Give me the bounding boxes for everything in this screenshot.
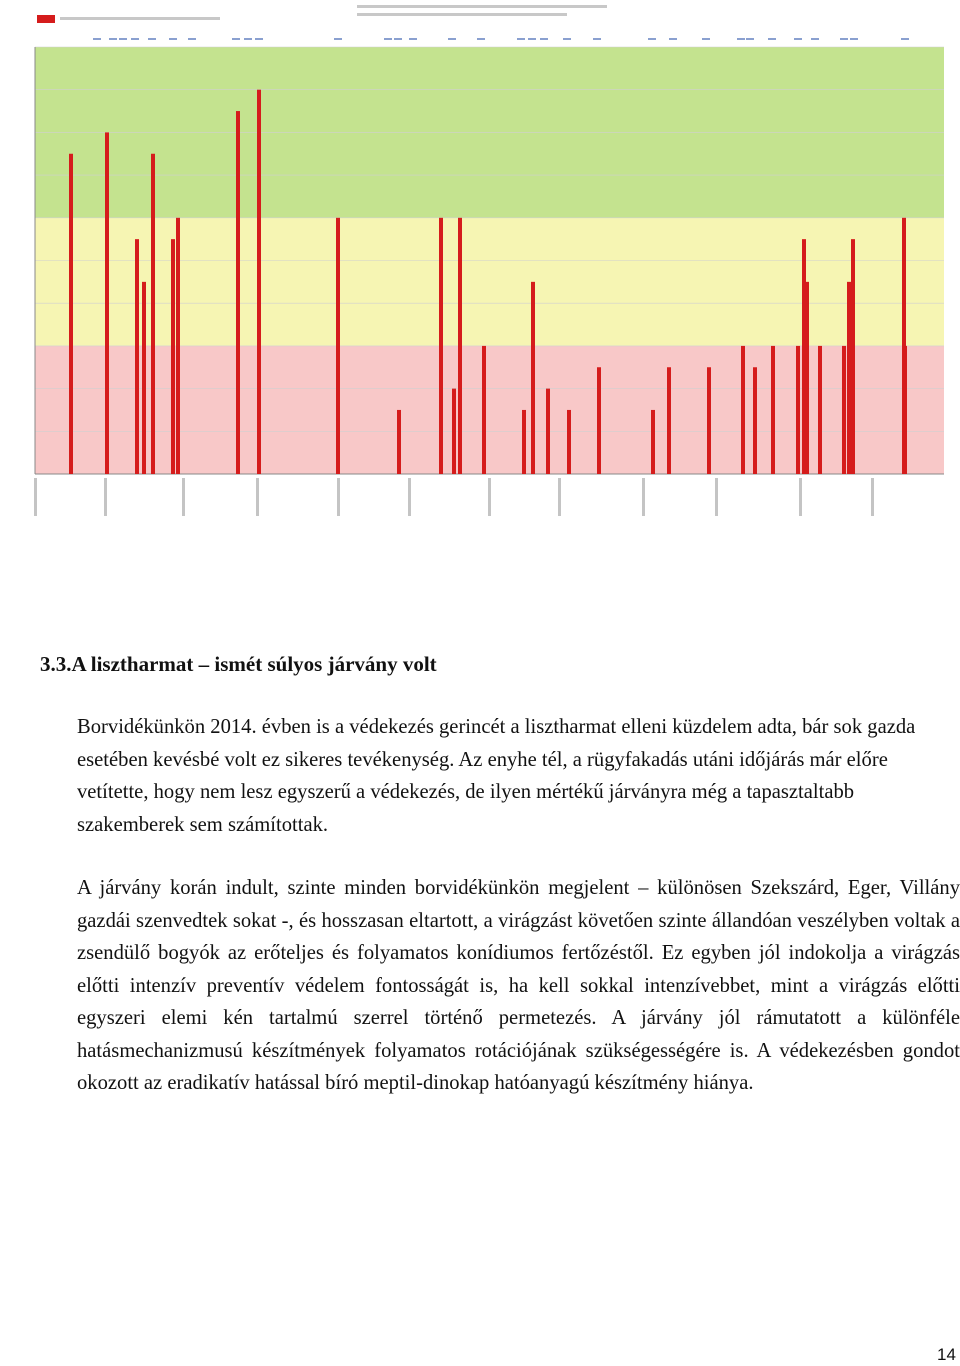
x-tick-label-placeholder	[104, 478, 107, 516]
bar	[482, 346, 486, 474]
bar	[151, 154, 155, 474]
bar	[142, 282, 146, 474]
chart-header-placeholder	[357, 5, 607, 8]
top-marker	[593, 38, 601, 40]
legend-swatch	[37, 15, 55, 23]
x-tick-label-placeholder	[871, 478, 874, 516]
bar	[522, 410, 526, 474]
lisztharmat-chart	[0, 0, 960, 530]
top-marker	[477, 38, 485, 40]
top-marker	[169, 38, 177, 40]
x-tick-label-placeholder	[182, 478, 185, 516]
top-marker	[448, 38, 456, 40]
bar	[531, 282, 535, 474]
x-tick-label-placeholder	[715, 478, 718, 516]
x-tick-label-placeholder	[256, 478, 259, 516]
x-tick-label-placeholder	[34, 478, 37, 516]
top-marker	[528, 38, 536, 40]
bar	[667, 367, 671, 474]
top-marker	[148, 38, 156, 40]
x-tick-label-placeholder	[337, 478, 340, 516]
x-tick-label-placeholder	[488, 478, 491, 516]
top-marker	[255, 38, 263, 40]
bar	[805, 282, 809, 474]
bar	[439, 218, 443, 474]
top-marker	[109, 38, 117, 40]
legend-text-placeholder	[60, 17, 220, 20]
bar	[176, 218, 180, 474]
top-marker	[563, 38, 571, 40]
bar	[135, 239, 139, 474]
bar	[336, 218, 340, 474]
x-tick-label-placeholder	[642, 478, 645, 516]
top-marker	[794, 38, 802, 40]
bar	[597, 367, 601, 474]
top-marker	[93, 38, 101, 40]
bar	[847, 282, 851, 474]
top-marker	[394, 38, 402, 40]
bar	[69, 154, 73, 474]
top-marker	[811, 38, 819, 40]
top-marker	[119, 38, 127, 40]
bar	[741, 346, 745, 474]
bar	[567, 410, 571, 474]
section-title: 3.3.A lisztharmat – ismét súlyos járvány volt	[40, 652, 437, 676]
top-marker	[131, 38, 139, 40]
bar	[257, 90, 261, 474]
bar	[818, 346, 822, 474]
top-marker	[840, 38, 848, 40]
bar	[842, 346, 846, 474]
top-marker	[746, 38, 754, 40]
paragraph-1: Borvidékünkön 2014. évben is a védekezés gerincét a lisztharmat elleni küzdelem adta, bár sok gazda esetében kevésbé volt ez sikeres tevékenység. Az enyhe tél, a rügyfakadás utáni időjárás már előre vetítette, hogy nem lesz egyszerű a védekezés, de ilyen mértékű járványra még a tapasztaltabb szakemberek sem számítottak.	[77, 716, 916, 836]
bar	[452, 389, 456, 474]
top-marker	[669, 38, 677, 40]
top-marker	[702, 38, 710, 40]
bar	[903, 346, 907, 474]
top-marker	[901, 38, 909, 40]
paragraph-2: A járvány korán indult, szinte minden borvidékünkön megjelent – különösen Szekszárd, Eger, Villány gazdái szenvedtek sokat -, és hosszasan eltartott, a virágzást követően szinte állandóan veszélyben voltak a zsendülő bogyók az erőteljes és folyamatos konídiumos fertőzéstől. Ez egyben jól indokolja a virágzás előtti intenzív preventív védelem fontosságát is, ha kell sokkal intenzívebbet, mint a virágzás előtti egyszeri elemi kén tartalmú szerrel történő permetezés. A járvány jól rámutatott a különféle hatásmechanizmusú készítmények folyamatos rotációjának szükségességére is. A védekezésben gondot okozott az eradikatív hatással bíró meptil-dinokap hatóanyagú készítmény hiánya.	[77, 877, 960, 1094]
top-marker	[850, 38, 858, 40]
chart-svg	[0, 0, 960, 530]
x-tick-label-placeholder	[799, 478, 802, 516]
top-marker	[244, 38, 252, 40]
bar	[851, 239, 855, 474]
bar	[105, 132, 109, 474]
top-marker	[517, 38, 525, 40]
bar	[171, 239, 175, 474]
top-marker	[768, 38, 776, 40]
chart-header-placeholder	[357, 13, 567, 16]
top-marker	[540, 38, 548, 40]
bar	[771, 346, 775, 474]
top-marker	[737, 38, 745, 40]
top-marker	[188, 38, 196, 40]
bar	[753, 367, 757, 474]
x-tick-label-placeholder	[558, 478, 561, 516]
page-number: 14	[937, 1345, 956, 1364]
top-marker	[384, 38, 392, 40]
bar	[796, 346, 800, 474]
x-tick-label-placeholder	[408, 478, 411, 516]
bar	[458, 218, 462, 474]
bar	[236, 111, 240, 474]
bar	[651, 410, 655, 474]
top-marker	[409, 38, 417, 40]
bar	[397, 410, 401, 474]
bar	[546, 389, 550, 474]
top-marker	[334, 38, 342, 40]
bar	[707, 367, 711, 474]
top-marker	[648, 38, 656, 40]
top-marker	[232, 38, 240, 40]
